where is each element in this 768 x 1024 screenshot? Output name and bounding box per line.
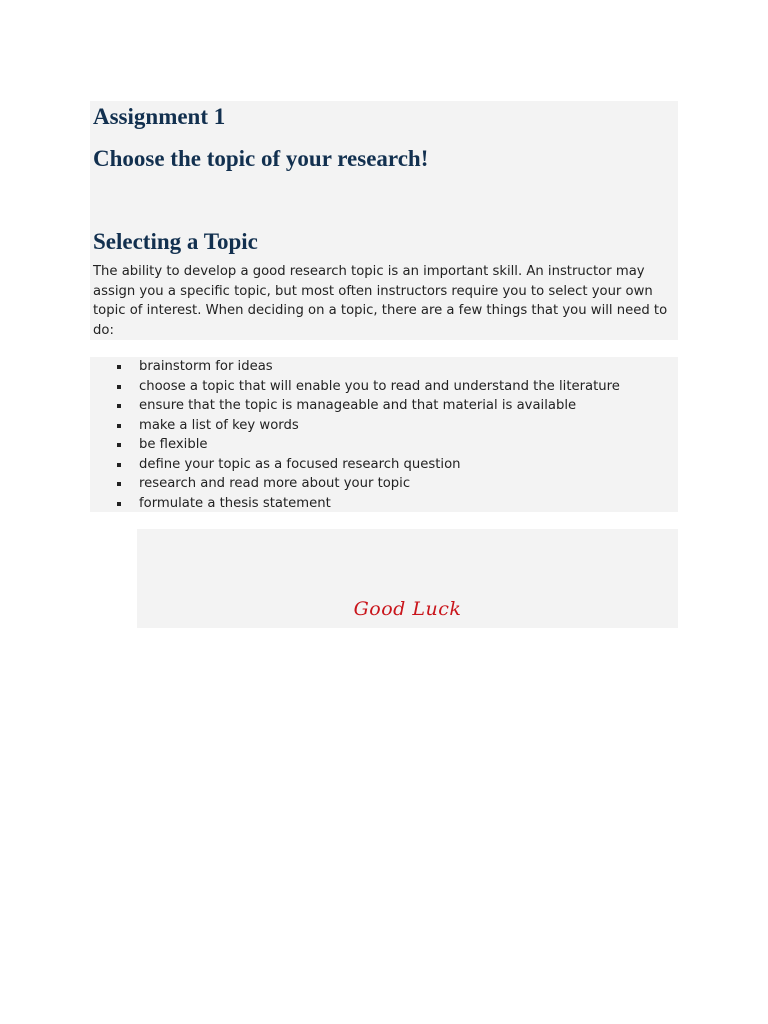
square-bullet-icon — [117, 385, 121, 389]
list-item-text: choose a topic that will enable you to read and understand the literature — [139, 378, 620, 394]
square-bullet-icon — [117, 482, 121, 486]
square-bullet-icon — [117, 365, 121, 369]
list-item — [90, 474, 678, 494]
list-item — [90, 396, 678, 416]
header-panel — [90, 101, 678, 340]
section-heading: Selecting a Topic — [93, 229, 258, 254]
closing-panel — [137, 529, 678, 628]
list-item-text: brainstorm for ideas — [139, 359, 273, 374]
list-item-text: make a list of key words — [139, 417, 299, 433]
assignment-title: Assignment 1 — [93, 104, 226, 129]
intro-paragraph: The ability to develop a good research topic is an important skill. An instructor may assign you a specific topic, but most often instructors require you to select your own topic of interest. When deciding on a topic, there are a few things that you will need to do: — [93, 264, 668, 338]
list-item-text: define your topic as a focused research question — [139, 456, 461, 472]
square-bullet-icon — [117, 404, 121, 408]
list-item — [90, 435, 678, 455]
list-item — [90, 494, 678, 514]
square-bullet-icon — [117, 463, 121, 467]
square-bullet-icon — [117, 502, 121, 506]
list-item — [90, 357, 678, 377]
good-luck-text: Good Luck — [353, 598, 462, 620]
list-item — [90, 377, 678, 397]
list-item — [90, 455, 678, 475]
list-item — [90, 416, 678, 436]
square-bullet-icon — [117, 424, 121, 428]
assignment-subtitle: Choose the topic of your research! — [93, 146, 429, 171]
list-item-text: formulate a thesis statement — [139, 495, 331, 511]
list-item-text: ensure that the topic is manageable and that material is available — [139, 398, 577, 413]
list-item-text: be flexible — [139, 437, 208, 452]
topic-steps-list — [90, 357, 678, 513]
topic-steps-panel — [90, 357, 678, 512]
square-bullet-icon — [117, 443, 121, 447]
list-item-text: research and read more about your topic — [139, 476, 411, 491]
